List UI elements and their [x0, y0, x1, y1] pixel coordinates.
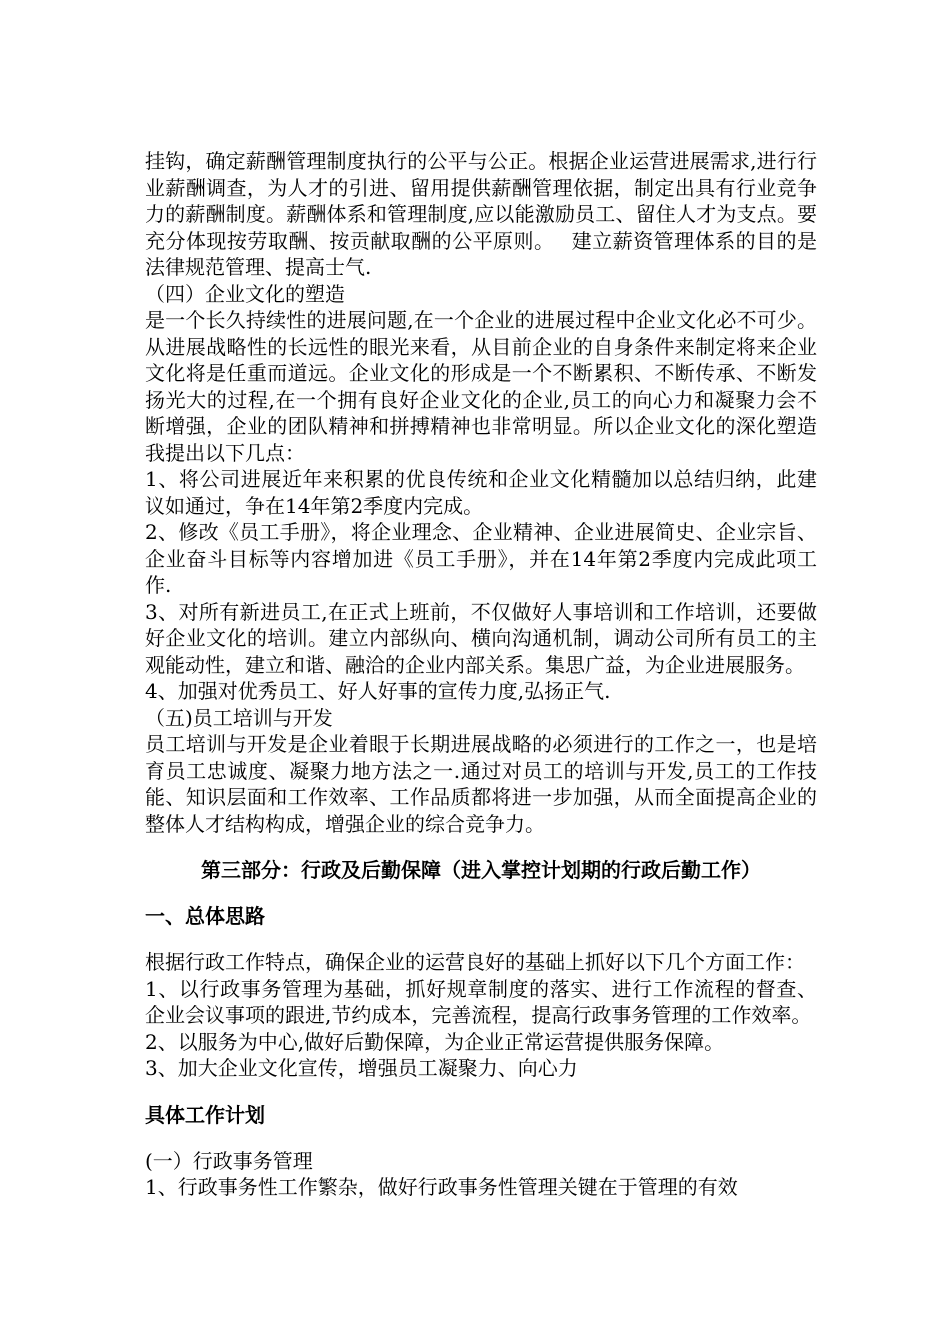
paragraph-staff-training: 员工培训与开发是企业着眼于长期进展战略的必须进行的工作之一，也是培育员工忠诚度、凝聚力地方法之一.通过对员工的培训与开发,员工的工作技能、知识层面和工作效率、工作品质都将进一步加强，从而全面提高企业的整体人才结构构成，增强企业的综合竞争力。	[145, 732, 817, 836]
list-item-approach-3: 3、加大企业文化宣传，增强员工凝聚力、向心力	[145, 1056, 578, 1080]
list-item-culture-4: 4、加强对优秀员工、好人好事的宣传力度,弘扬正气.	[145, 679, 611, 703]
section-overall-approach-title: 一、总体思路	[145, 904, 265, 928]
list-item-admin-1: 1、行政事务性工作繁杂，做好行政事务性管理关键在于管理的有效	[145, 1175, 738, 1199]
section-work-plan-title: 具体工作计划	[145, 1102, 265, 1127]
list-item-approach-2: 2、以服务为中心,做好后勤保障，为企业正常运营提供服务保障。	[145, 1029, 725, 1054]
list-item-culture-3: 3、对所有新进员工,在正式上班前，不仅做好人事培训和工作培训，还要做好企业文化的培训。建立内部纵向、横向沟通机制，调动公司所有员工的主观能动性，建立和谐、融洽的企业内部关系。集思广益，为企业进展服务。	[145, 599, 817, 677]
list-item-culture-2: 2、修改《员工手册》，将企业理念、企业精神、企业进展简史、企业宗旨、企业奋斗目标等内容增加进《员工手册》，并在14年第2季度内完成此项工作.	[145, 520, 817, 597]
list-item-culture-1: 1、将公司进展近年来积累的优良传统和企业文化精髓加以总结归纳，此建议如通过，争在14年第2季度内完成。	[145, 467, 817, 518]
heading-corporate-culture: （四）企业文化的塑造	[145, 281, 345, 306]
part-three-title: 第三部分：行政及后勤保障（进入掌控计划期的行政后勤工作）	[201, 858, 761, 882]
paragraph-overall-intro: 根据行政工作特点，确保企业的运营良好的基础上抓好以下几个方面工作：	[145, 950, 805, 974]
heading-admin-affairs: (一）行政事务管理	[145, 1148, 313, 1173]
paragraph-salary-system: 挂钩，确定薪酬管理制度执行的公平与公正。根据企业运营进展需求,进行行业薪酬调查，为人才的引进、留用提供薪酬管理依据，制定出具有行业竞争力的薪酬制度。薪酬体系和管理制度,应以能激励员工、留住人才为支点。要充分体现按劳取酬、按贡献取酬的公平原则。 建立薪资管理体系的目的是法律规范管理、提高士气.	[145, 149, 817, 279]
paragraph-corporate-culture: 是一个长久持续性的进展问题,在一个企业的进展过程中企业文化必不可少。从进展战略性的长远性的眼光来看，从目前企业的自身条件来制定将来企业文化将是任重而道远。企业文化的形成是一个不断累积、不断传承、不断发扬光大的过程,在一个拥有良好企业文化的企业,员工的向心力和凝聚力会不断增强，企业的团队精神和拼搏精神也非常明显。所以企业文化的深化塑造我提出以下几点：	[145, 308, 817, 465]
heading-staff-training: （五)员工培训与开发	[145, 705, 333, 730]
list-item-approach-1: 1、以行政事务管理为基础，抓好规章制度的落实、进行工作流程的督查、企业会议事项的跟进,节约成本，完善流程，提高行政事务管理的工作效率。	[145, 976, 817, 1027]
document-page	[145, 148, 817, 1201]
